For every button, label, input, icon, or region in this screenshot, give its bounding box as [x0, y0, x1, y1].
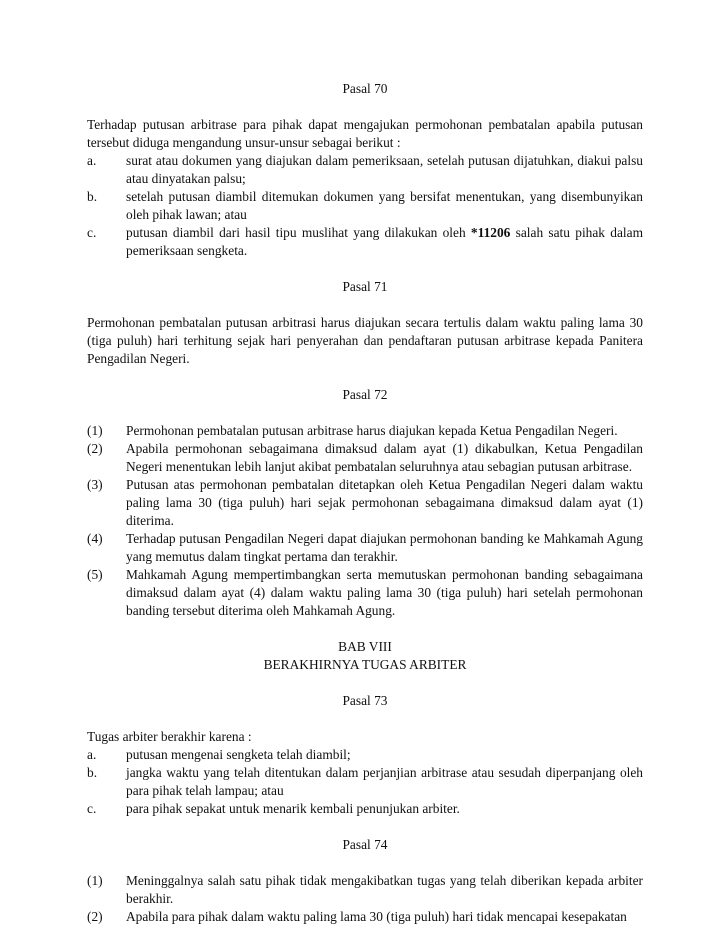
list-text: Mahkamah Agung mempertimbangkan serta memutuskan permohonan banding sebagaimana dimaksud dalam ayat (4) dalam waktu paling lama 30 (tiga puluh) hari setelah permohonan banding tersebut diterima oleh Mahkamah Agung.	[126, 567, 643, 618]
list-marker: a.	[87, 153, 97, 168]
list-marker: (3)	[87, 477, 103, 492]
list-item	[87, 440, 643, 476]
list-text: Putusan atas permohonan pembatalan ditetapkan oleh Ketua Pengadilan Negeri dalam waktu paling lama 30 (tiga puluh) hari sejak permohonan sebagaimana dimaksud dalam ayat (1) diterima.	[126, 477, 643, 528]
list-item	[87, 224, 643, 260]
pasal-72-title: Pasal 72	[342, 387, 388, 402]
list-item	[87, 476, 643, 530]
pasal-74-title: Pasal 74	[342, 837, 388, 852]
list-marker: (2)	[87, 441, 103, 456]
list-text: surat atau dokumen yang diajukan dalam pemeriksaan, setelah putusan dijatuhkan, diakui palsu atau dinyatakan palsu;	[126, 153, 643, 186]
list-text: setelah putusan diambil ditemukan dokumen yang bersifat menentukan, yang disembunyikan oleh pihak lawan; atau	[126, 189, 643, 222]
list-text: Terhadap putusan Pengadilan Negeri dapat diajukan permohonan banding ke Mahkamah Agung yang memutus dalam tingkat pertama dan terakhir.	[126, 531, 643, 564]
list-item	[87, 530, 643, 566]
list-marker: (1)	[87, 423, 103, 438]
list-text: Apabila permohonan sebagaimana dimaksud dalam ayat (1) dikabulkan, Ketua Pengadilan Negeri menentukan lebih lanjut akibat pembatalan seluruhnya atau sebagian putusan arbitrase.	[126, 441, 643, 474]
pasal-73-intro: Tugas arbiter berakhir karena :	[87, 729, 252, 744]
pasal-71-body: Permohonan pembatalan putusan arbitrasi harus diajukan secara tertulis dalam waktu paling lama 30 (tiga puluh) hari terhitung sejak hari penyerahan dan pendaftaran putusan arbitrase kepada Panitera Pengadilan Negeri.	[87, 315, 643, 366]
list-item	[87, 422, 643, 440]
pasal-70-intro: Terhadap putusan arbitrase para pihak dapat mengajukan permohonan pembatalan apabila putusan tersebut diduga mengandung unsur-unsur sebagai berikut :	[87, 117, 643, 150]
list-text-part: putusan diambil dari hasil tipu muslihat yang dilakukan oleh	[126, 225, 471, 240]
pasal-70-title: Pasal 70	[342, 81, 388, 96]
chapter-number: BAB VIII	[338, 639, 392, 654]
page-reference: *11206	[470, 225, 511, 240]
list-text-part: salah satu pihak dalam pemeriksaan sengketa.	[126, 225, 643, 258]
list-item	[87, 188, 643, 224]
list-text: Apabila para pihak dalam waktu paling lama 30 (tiga puluh) hari tidak mencapai kesepakatan	[126, 909, 627, 924]
list-item	[87, 908, 643, 926]
list-text: para pihak sepakat untuk menarik kembali penunjukan arbiter.	[126, 801, 460, 816]
list-marker: b.	[87, 765, 98, 780]
list-marker: (4)	[87, 531, 103, 546]
list-marker: a.	[87, 747, 97, 762]
list-text: jangka waktu yang telah ditentukan dalam perjanjian arbitrase atau sesudah diperpanjang oleh para pihak telah lampau; atau	[126, 765, 643, 798]
document-page	[87, 80, 643, 926]
list-text: putusan mengenai sengketa telah diambil;	[126, 747, 351, 762]
list-marker: c.	[87, 225, 97, 240]
list-text: Meninggalnya salah satu pihak tidak mengakibatkan tugas yang telah diberikan kepada arbiter berakhir.	[126, 873, 643, 906]
pasal-73-title: Pasal 73	[342, 693, 388, 708]
list-marker: b.	[87, 189, 98, 204]
list-item	[87, 764, 643, 800]
list-marker: (1)	[87, 873, 103, 888]
list-marker: (2)	[87, 909, 103, 924]
list-item	[87, 152, 643, 188]
list-item	[87, 872, 643, 908]
list-item	[87, 800, 643, 818]
list-text	[126, 224, 643, 260]
list-marker: (5)	[87, 567, 103, 582]
pasal-71-title: Pasal 71	[342, 279, 388, 294]
list-text: Permohonan pembatalan putusan arbitrase harus diajukan kepada Ketua Pengadilan Negeri.	[126, 423, 618, 438]
list-marker: c.	[87, 801, 97, 816]
list-item	[87, 746, 643, 764]
list-item	[87, 566, 643, 620]
chapter-title: BERAKHIRNYA TUGAS ARBITER	[263, 657, 467, 672]
